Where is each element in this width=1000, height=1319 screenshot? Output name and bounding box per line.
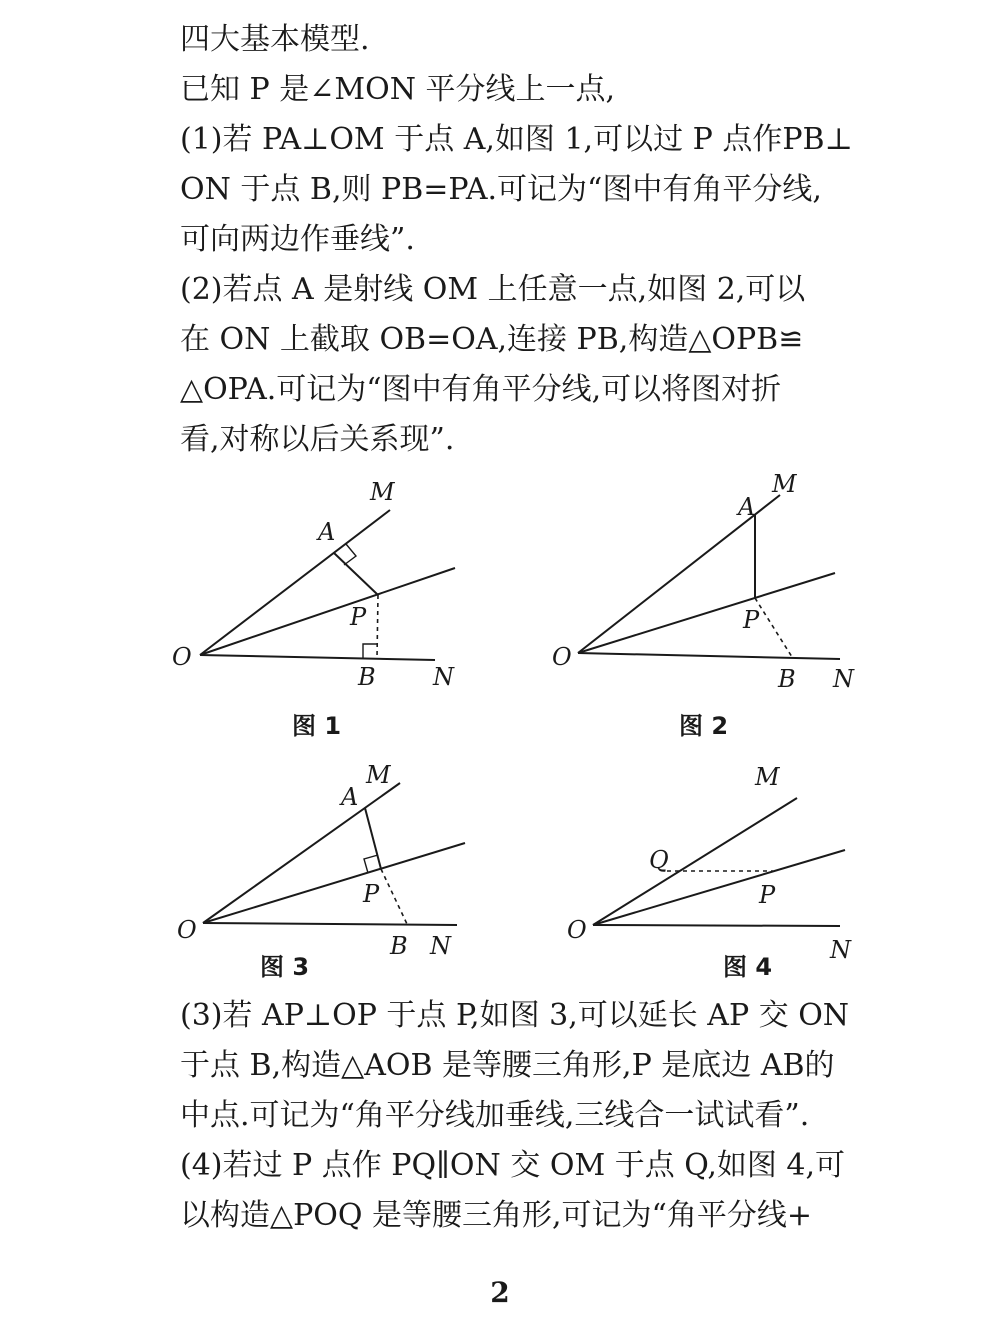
ray-on — [593, 925, 840, 926]
label-o: O — [552, 643, 572, 671]
label-o: O — [567, 916, 587, 944]
label-a: A — [318, 518, 336, 546]
label-q: Q — [649, 846, 669, 874]
figure-3 — [175, 758, 485, 968]
text-line: 四大基本模型. — [180, 22, 370, 57]
label-b: B — [390, 932, 408, 960]
page-number: 2 — [490, 1276, 510, 1309]
label-o: O — [177, 916, 197, 944]
label-n: N — [833, 665, 854, 693]
right-angle-mark-a — [344, 544, 356, 565]
text-line: 于点 B,构造△AOB 是等腰三角形,P 是底边 AB的 — [180, 1048, 835, 1083]
segment-pb — [377, 595, 378, 658]
ray-on — [578, 653, 840, 659]
text-line: △OPA.可记为“图中有角平分线,可以将图对折 — [180, 372, 782, 407]
caption-figure-2: 图 2 — [679, 712, 729, 740]
text-line: 可向两边作垂线”. — [180, 222, 415, 257]
text-line: 看,对称以后关系现”. — [180, 422, 455, 457]
label-m: M — [370, 478, 395, 506]
bisector — [203, 843, 465, 923]
label-m: M — [366, 761, 391, 789]
text-line: ON 于点 B,则 PB=PA.可记为“图中有角平分线, — [180, 172, 822, 207]
text-line: 在 ON 上截取 OB=OA,连接 PB,构造△OPB≌ — [180, 322, 804, 357]
segment-pb-extension — [381, 869, 407, 924]
text-line: 中点.可记为“角平分线加垂线,三线合一试试看”. — [180, 1098, 810, 1133]
text-line: 以构造△POQ 是等腰三角形,可记为“角平分线+ — [180, 1198, 812, 1233]
label-o: O — [172, 643, 192, 671]
text-line: 已知 P 是∠MON 平分线上一点, — [180, 72, 616, 107]
label-n: N — [433, 663, 454, 691]
right-angle-mark-b — [363, 644, 377, 658]
label-a: A — [341, 783, 359, 811]
label-p: P — [363, 880, 380, 908]
ray-om — [200, 510, 390, 655]
segment-ap — [365, 808, 381, 869]
text-line: (2)若点 A 是射线 OM 上任意一点,如图 2,可以 — [180, 272, 806, 307]
text-line: (4)若过 P 点作 PQ∥ON 交 OM 于点 Q,如图 4,可 — [180, 1148, 846, 1183]
label-p: P — [743, 606, 760, 634]
label-p: P — [350, 603, 367, 631]
text-line: (3)若 AP⊥OP 于点 P,如图 3,可以延长 AP 交 ON — [180, 998, 850, 1033]
ray-on — [200, 655, 435, 660]
label-p: P — [759, 881, 776, 909]
label-a: A — [738, 493, 756, 521]
figure-4 — [565, 758, 865, 973]
caption-figure-3: 图 3 — [260, 953, 310, 981]
label-m: M — [755, 763, 780, 791]
label-n: N — [430, 932, 451, 960]
label-b: B — [778, 665, 796, 693]
segment-pa — [334, 553, 378, 595]
bisector — [200, 568, 455, 655]
segment-pb — [755, 598, 792, 657]
label-m: M — [772, 470, 797, 498]
figure-2 — [550, 465, 870, 700]
bisector — [578, 573, 835, 653]
caption-figure-1: 图 1 — [292, 712, 342, 740]
label-b: B — [358, 663, 376, 691]
text-line: (1)若 PA⊥OM 于点 A,如图 1,可以过 P 点作PB⊥ — [180, 122, 853, 157]
label-n: N — [830, 936, 851, 964]
figure-1 — [170, 470, 470, 700]
ray-on — [203, 923, 457, 925]
bisector — [593, 850, 845, 925]
caption-figure-4: 图 4 — [723, 953, 773, 981]
